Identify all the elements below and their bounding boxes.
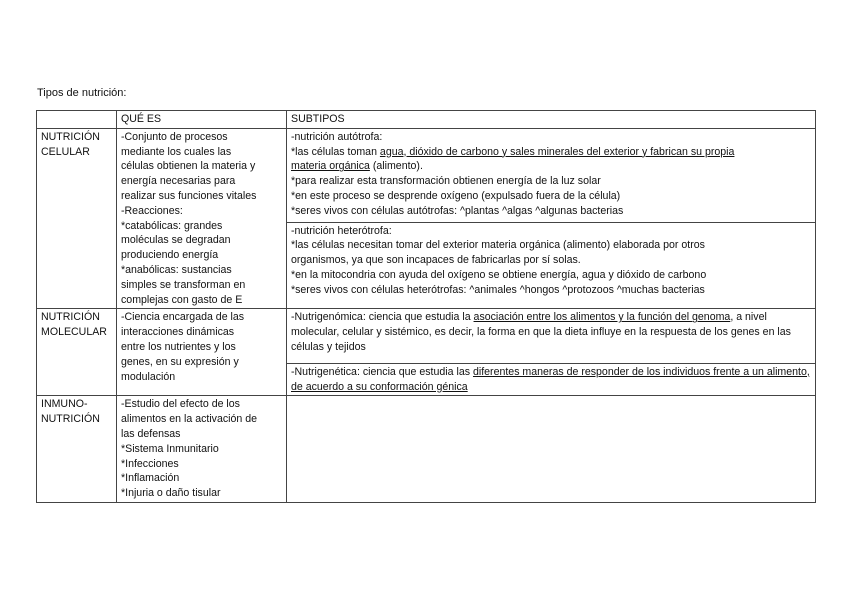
inmuno-que-es-cell	[117, 396, 287, 503]
inmuno-que-es-line: *Sistema Inmunitario	[121, 442, 219, 455]
molecular-que-es-line: -Ciencia encargada de las	[121, 311, 245, 324]
autotrofa-line-1	[291, 145, 815, 160]
page-title: Tipos de nutrición:	[37, 87, 127, 99]
heterotrofa-line-4: *seres vivos con células heterótrofas: ^animales ^hongos ^protozoos ^muchas bacterias	[291, 283, 705, 296]
molecular-name-cell	[37, 309, 117, 396]
inmuno-que-es-line: *Infecciones	[121, 457, 179, 470]
molecular-name-line: NUTRICIÓN	[41, 311, 100, 324]
molecular-que-es-line: entre los nutrientes y los	[121, 340, 236, 353]
celular-que-es-line: células obtienen la materia y	[121, 160, 256, 173]
autotrofa-line-2	[291, 159, 815, 174]
autotrofa-line-5: *seres vivos con células autótrofas: ^plantas ^algas ^algunas bacterias	[291, 204, 624, 217]
inmuno-que-es-line: *Injuria o daño tisular	[121, 487, 221, 500]
celular-name-line: CELULAR	[41, 145, 90, 158]
nutrition-types-table	[36, 110, 816, 503]
autotrofa-line-1-underlined: agua, dióxido de carbono y sales minerales del exterior y fabrican su propia	[379, 145, 735, 158]
autotrofa-line-2-text: (alimento).	[369, 160, 423, 173]
celular-que-es-line: -Reacciones:	[121, 204, 183, 217]
celular-subtipos-cell	[287, 128, 816, 309]
celular-que-es-cell	[117, 128, 287, 309]
nutrigenomica-paragraph	[291, 310, 815, 354]
celular-que-es-line: mediante los cuales las	[121, 145, 232, 158]
nutrigenomica-text: -Nutrigenómica: ciencia que estudia la	[291, 311, 474, 324]
inmuno-que-es-line: *Inflamación	[121, 472, 180, 485]
autotrofa-block	[291, 130, 815, 219]
inmuno-que-es-line: -Estudio del efecto de los	[121, 398, 240, 411]
celular-que-es-line: moléculas se degradan	[121, 234, 231, 247]
molecular-que-es-line: genes, en su expresión y	[121, 355, 239, 368]
celular-que-es-line: simples se transforman en	[121, 278, 246, 291]
heterotrofa-line-3: *en la mitocondria con ayuda del oxígeno se obtiene energía, agua y dióxido de carbono	[291, 268, 707, 281]
row-inmuno-nutricion	[37, 396, 816, 503]
nutrigenomica-text-end: , a nivel molecular, celular y sistémico, es decir, la forma en que la dieta influye en la respuesta de los genes en las células y tejidos	[291, 311, 791, 353]
inmuno-name-cell	[37, 396, 117, 503]
header-empty-cell	[37, 111, 117, 129]
row-nutricion-molecular	[37, 309, 816, 396]
celular-name-line: NUTRICIÓN	[41, 130, 100, 143]
nutrigenomica-underlined: asociación entre los alimentos y la función del genoma	[473, 311, 731, 324]
celular-name-cell	[37, 128, 117, 309]
inmuno-que-es-line: alimentos en la activación de	[121, 413, 258, 426]
inmuno-name-line: INMUNO-	[41, 398, 88, 411]
celular-que-es-line: -Conjunto de procesos	[121, 130, 228, 143]
molecular-que-es-line: modulación	[121, 370, 176, 383]
heterotrofa-line-1: *las células necesitan tomar del exterior materia orgánica (alimento) elaborada por otros	[291, 239, 705, 252]
inmuno-que-es-line: las defensas	[121, 427, 181, 440]
heterotrofa-block	[287, 222, 815, 298]
row-nutricion-celular	[37, 128, 816, 309]
autotrofa-line-2-underlined: materia orgánica	[291, 160, 370, 173]
inmuno-name-line: NUTRICIÓN	[41, 413, 100, 426]
celular-que-es-line: complejas con gasto de E	[121, 293, 243, 306]
celular-que-es-line: *catabólicas: grandes	[121, 219, 223, 232]
inmuno-subtipos-cell	[287, 396, 816, 503]
nutrigenetica-text: -Nutrigenética: ciencia que estudia las	[291, 365, 473, 378]
heterotrofa-line-2: organismos, ya que son incapaces de fabricarlas por sí solas.	[291, 254, 581, 267]
celular-que-es-line: realizar sus funciones vitales	[121, 189, 257, 202]
molecular-subtipos-cell	[287, 309, 816, 396]
header-subtipos: SUBTIPOS	[287, 111, 816, 129]
autotrofa-line-3: *para realizar esta transformación obtienen energía de la luz solar	[291, 175, 601, 188]
header-que-es: QUÉ ES	[117, 111, 287, 129]
celular-que-es-line: energía necesarias para	[121, 175, 236, 188]
celular-que-es-line: *anabólicas: sustancias	[121, 263, 232, 276]
header-row	[37, 111, 816, 129]
nutrigenetica-underlined: diferentes maneras de responder de los individuos frente a un alimento, de acuerdo a su conformación génica	[291, 365, 810, 393]
heterotrofa-heading: -nutrición heterótrofa:	[291, 224, 392, 237]
nutrigenetica-paragraph	[287, 363, 815, 395]
autotrofa-line-1-text: *las células toman	[291, 145, 380, 158]
celular-que-es-line: produciendo energía	[121, 249, 219, 262]
molecular-que-es-cell	[117, 309, 287, 396]
autotrofa-heading: -nutrición autótrofa:	[291, 130, 383, 143]
molecular-que-es-line: interacciones dinámicas	[121, 326, 235, 339]
autotrofa-line-4: *en este proceso se desprende oxígeno (expulsado fuera de la célula)	[291, 189, 621, 202]
molecular-name-line: MOLECULAR	[41, 326, 107, 339]
